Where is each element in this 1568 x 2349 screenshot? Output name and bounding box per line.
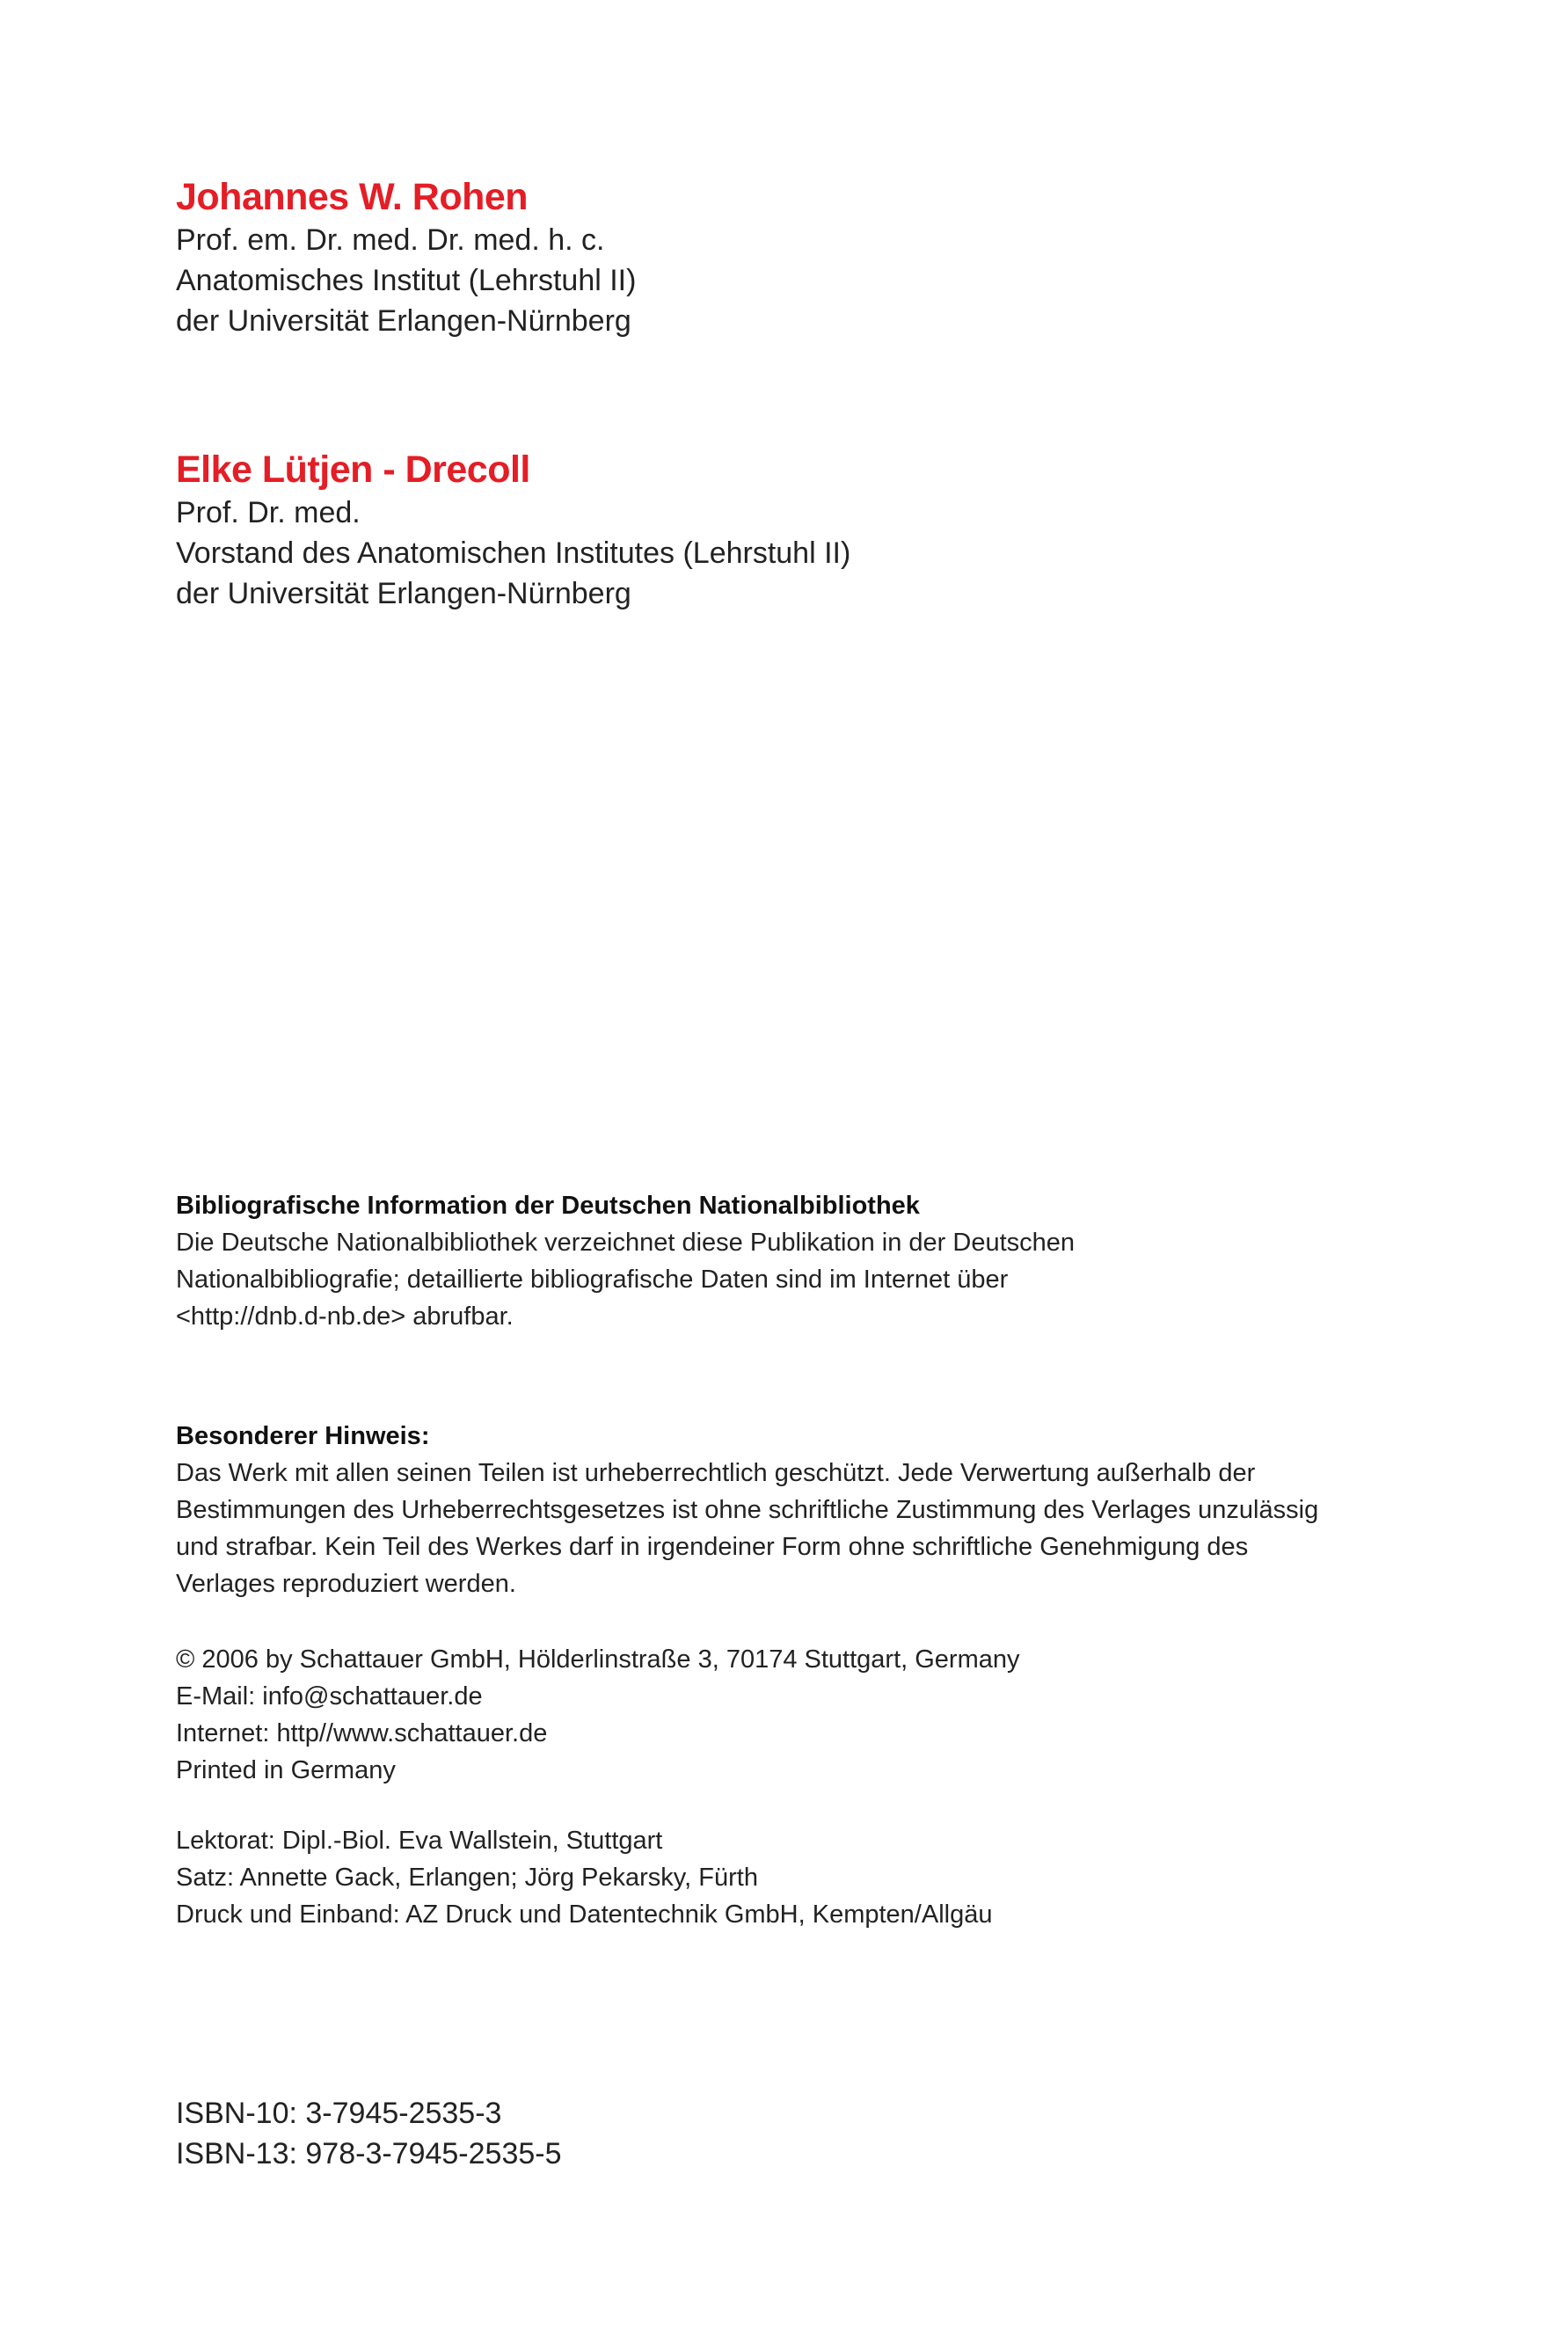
notice-line: Bestimmungen des Urheberrechtsgesetzes ist ohne schriftliche Zustimmung des Verlages unzulässig	[176, 1496, 1319, 1524]
bibliographic-heading: Bibliografische Information der Deutschen Nationalbibliothek	[176, 1192, 920, 1220]
notice-heading: Besonderer Hinweis:	[176, 1422, 430, 1450]
credit-printing: Druck und Einband: AZ Druck und Datentechnik GmbH, Kempten/Allgäu	[176, 1900, 993, 1929]
author-name: Elke Lütjen - Drecoll	[176, 449, 530, 491]
notice-line: und strafbar. Kein Teil des Werkes darf in irgendeiner Form ohne schriftliche Genehmigung des	[176, 1533, 1249, 1561]
bibliographic-line: Die Deutsche Nationalbibliothek verzeichnet diese Publikation in der Deutschen	[176, 1229, 1076, 1257]
isbn-13: ISBN-13: 978-3-7945-2535-5	[176, 2137, 562, 2170]
isbn-block	[176, 2093, 1407, 2174]
bibliographic-line: Nationalbibliografie; detaillierte bibliografische Daten sind im Internet über	[176, 1266, 1009, 1294]
author-title: Prof. Dr. med.	[176, 496, 361, 529]
bibliographic-line: <http://dnb.d-nb.de> abrufbar.	[176, 1302, 514, 1331]
copyright-notice	[176, 1418, 1407, 1602]
author-institute: Vorstand des Anatomischen Institutes (Lehrstuhl II)	[176, 536, 851, 570]
isbn-10: ISBN-10: 3-7945-2535-3	[176, 2097, 502, 2130]
author-block-luetjen-drecoll	[176, 447, 1407, 614]
author-university: der Universität Erlangen-Nürnberg	[176, 304, 631, 338]
notice-line: Verlages reproduziert werden.	[176, 1570, 516, 1598]
publisher-info	[176, 1641, 1407, 1789]
production-credits	[176, 1822, 1407, 1933]
notice-line: Das Werk mit allen seinen Teilen ist urheberrechtlich geschützt. Jede Verwertung außerhalb der	[176, 1459, 1256, 1487]
author-title: Prof. em. Dr. med. Dr. med. h. c.	[176, 223, 605, 257]
publisher-website: Internet: http//www.schattauer.de	[176, 1719, 548, 1747]
author-university: der Universität Erlangen-Nürnberg	[176, 577, 631, 610]
bibliographic-information	[176, 1187, 1407, 1335]
author-block-rohen	[176, 174, 1407, 341]
printed-in: Printed in Germany	[176, 1756, 396, 1784]
publisher-email: E-Mail: info@schattauer.de	[176, 1682, 483, 1711]
author-name: Johannes W. Rohen	[176, 176, 529, 218]
credit-editing: Lektorat: Dipl.-Biol. Eva Wallstein, Stuttgart	[176, 1827, 663, 1855]
credit-typesetting: Satz: Annette Gack, Erlangen; Jörg Pekarsky, Fürth	[176, 1864, 758, 1892]
copyright-line: © 2006 by Schattauer GmbH, Hölderlinstraße 3, 70174 Stuttgart, Germany	[176, 1645, 1020, 1674]
author-institute: Anatomisches Institut (Lehrstuhl II)	[176, 264, 637, 297]
